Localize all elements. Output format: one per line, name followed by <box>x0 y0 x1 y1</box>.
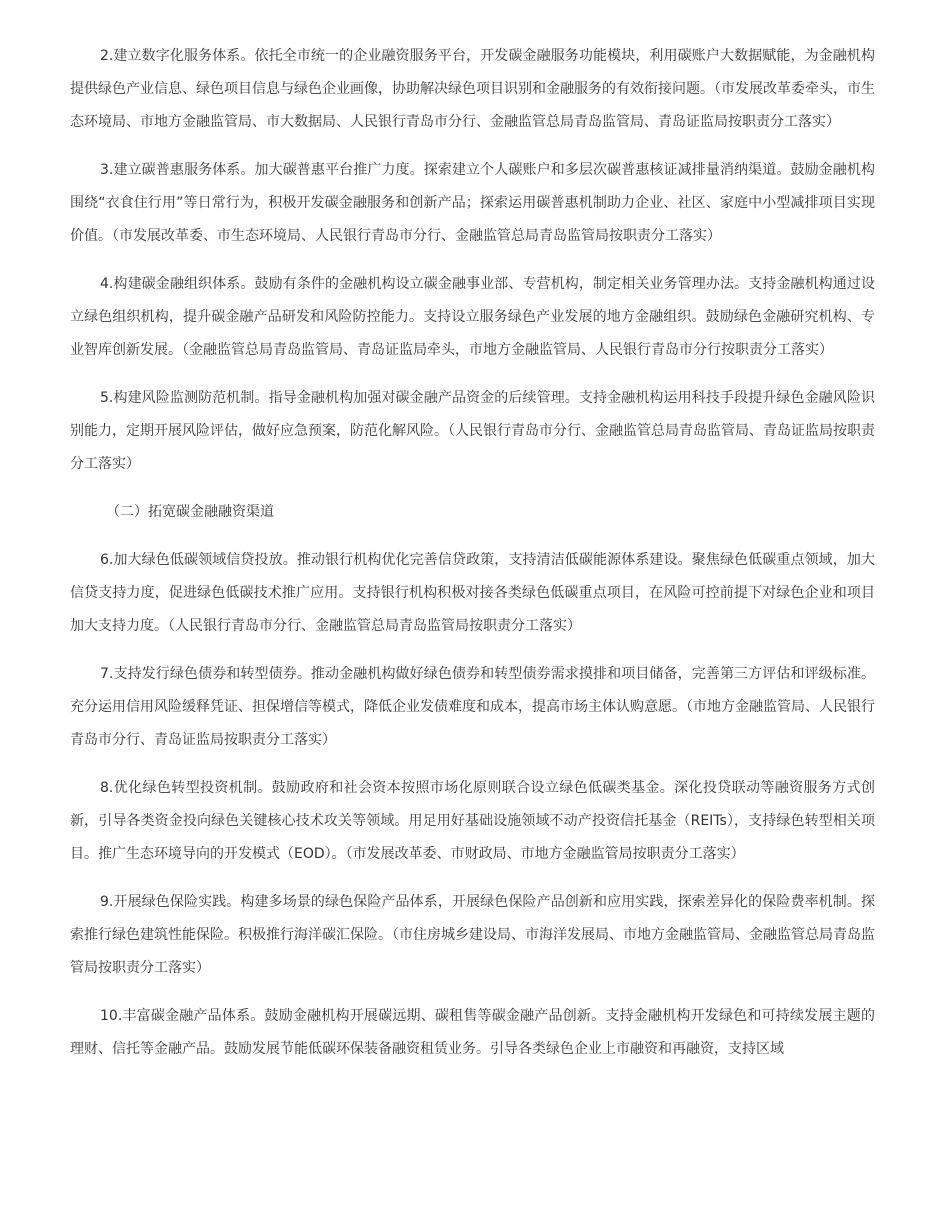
paragraph-item-9: 9.开展绿色保险实践。构建多场景的绿色保险产品体系，开展绿色保险产品创新和应用实践，探索差异化的保险费率机制。探索推行绿色建筑性能保险。积极推行海洋碳汇保险。（市住房城乡建设局、市海洋发展局、市地方金融监管局、金融监管总局青岛监管局按职责分工落实） <box>70 894 875 976</box>
paragraph-item-4: 4.构建碳金融组织体系。鼓励有条件的金融机构设立碳金融事业部、专营机构，制定相关业务管理办法。支持金融机构通过设立绿色组织机构，提升碳金融产品研发和风险防控能力。支持设立服务绿色产业发展的地方金融组织。鼓励绿色金融研究机构、专业智库创新发展。（金融监管总局青岛监管局、青岛证监局牵头，市地方金融监管局、人民银行青岛市分行按职责分工落实） <box>70 276 875 358</box>
paragraph-item-5: 5.构建风险监测防范机制。指导金融机构加强对碳金融产品资金的后续管理。支持金融机构运用科技手段提升绿色金融风险识别能力，定期开展风险评估，做好应急预案，防范化解风险。（人民银行青岛市分行、金融监管总局青岛监管局、青岛证监局按职责分工落实） <box>70 390 875 472</box>
paragraph-item-10: 10.丰富碳金融产品体系。鼓励金融机构开展碳远期、碳租售等碳金融产品创新。支持金融机构开发绿色和可持续发展主题的理财、信托等金融产品。鼓励发展节能低碳环保装备融资租赁业务。引导各类绿色企业上市融资和再融资，支持区域 <box>70 1008 875 1057</box>
paragraph-item-6: 6.加大绿色低碳领域信贷投放。推动银行机构优化完善信贷政策，支持清洁低碳能源体系建设。聚焦绿色低碳重点领域，加大信贷支持力度，促进绿色低碳技术推广应用。支持银行机构积极对接各类绿色低碳重点项目，在风险可控前提下对绿色企业和项目加大支持力度。（人民银行青岛市分行、金融监管总局青岛监管局按职责分工落实） <box>70 552 875 634</box>
section-heading: （二）拓宽碳金融融资渠道 <box>106 504 274 520</box>
document-body <box>70 40 875 1081</box>
paragraph-item-8: 8.优化绿色转型投资机制。鼓励政府和社会资本按照市场化原则联合设立绿色低碳类基金。深化投贷联动等融资服务方式创新，引导各类资金投向绿色关键核心技术攻关等领域。用足用好基础设施领域不动产投资信托基金（REITs），支持绿色转型相关项目。推广生态环境导向的开发模式（EOD）。（市发展改革委、市财政局、市地方金融监管局按职责分工落实） <box>70 780 875 862</box>
paragraph-item-2: 2.建立数字化服务体系。依托全市统一的企业融资服务平台，开发碳金融服务功能模块，利用碳账户大数据赋能，为金融机构提供绿色产业信息、绿色项目信息与绿色企业画像，协助解决绿色项目识别和金融服务的有效衔接问题。（市发展改革委牵头，市生态环境局、市地方金融监管局、市大数据局、人民银行青岛市分行、金融监管总局青岛监管局、青岛证监局按职责分工落实） <box>70 48 875 130</box>
paragraph-item-7: 7.支持发行绿色债券和转型债券。推动金融机构做好绿色债券和转型债券需求摸排和项目储备，完善第三方评估和评级标准。充分运用信用风险缓释凭证、担保增信等模式，降低企业发债难度和成本，提高市场主体认购意愿。（市地方金融监管局、人民银行青岛市分行、青岛证监局按职责分工落实） <box>70 666 875 748</box>
paragraph-item-3: 3.建立碳普惠服务体系。加大碳普惠平台推广力度。探索建立个人碳账户和多层次碳普惠核证减排量消纳渠道。鼓励金融机构围绕“衣食住行用”等日常行为，积极开发碳金融服务和创新产品；探索运用碳普惠机制助力企业、社区、家庭中小型减排项目实现价值。（市发展改革委、市生态环境局、人民银行青岛市分行、金融监管总局青岛监管局按职责分工落实） <box>70 162 875 244</box>
